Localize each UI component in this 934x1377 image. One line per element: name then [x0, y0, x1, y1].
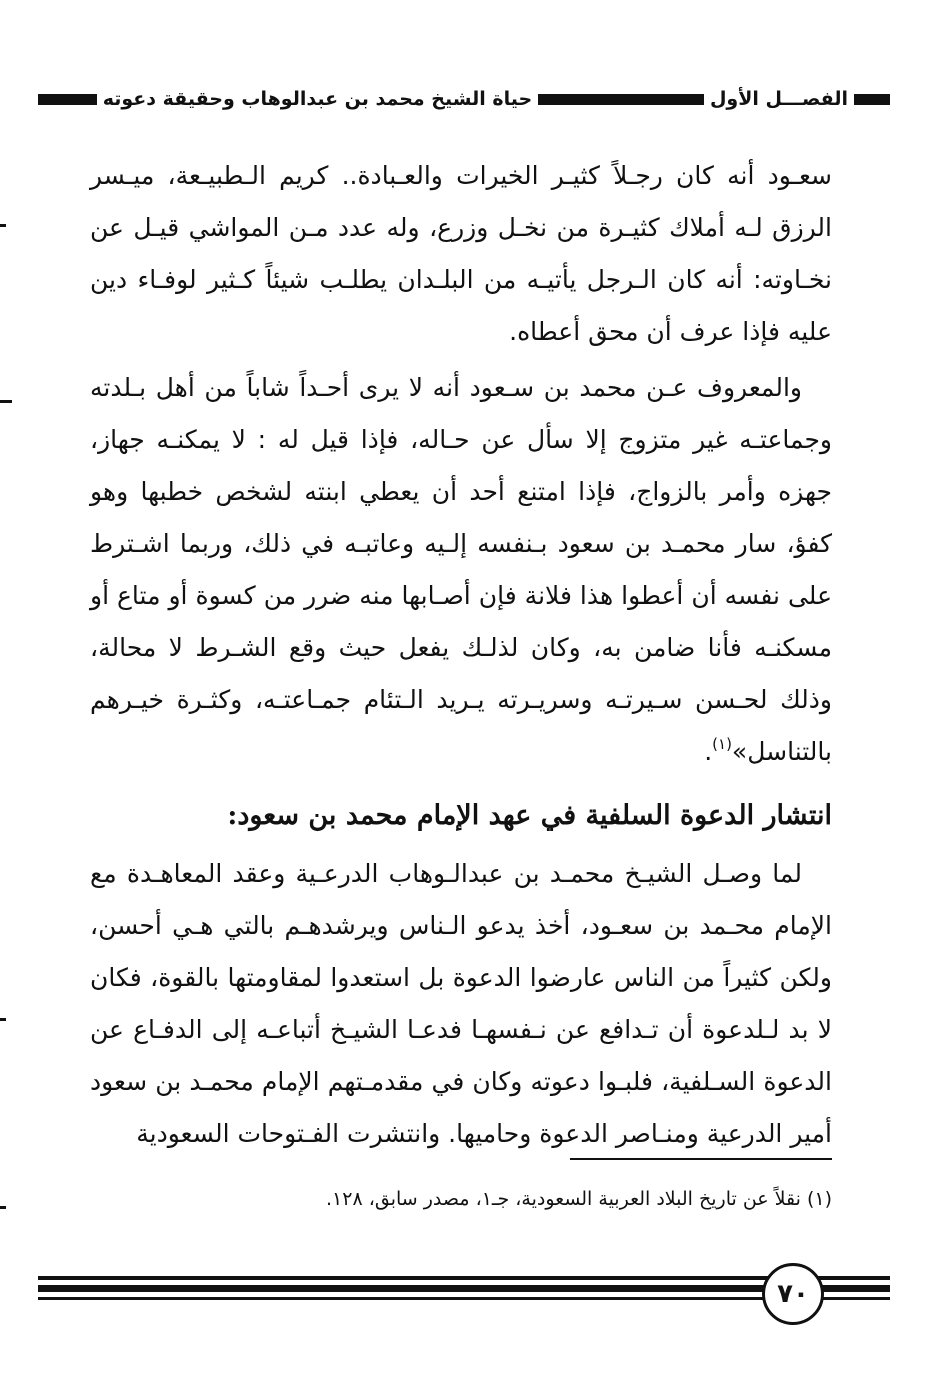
paragraph-2: والمعروف عـن محمد بن سـعود أنه لا يرى أحـداً شاباً من أهل بـلدته وجماعتـه غير متزوج إلا سأل عن حـاله، فإذا قيل له : لا يمكنـه جهاز، جهزه وأمر بالزواج، فإذا امتنع أحد أن يعطي ابنته لشخص خطبها وهو كفؤ، سار محمـد بن سعود بـنفسه إلـيه وعاتبـه في ذلك، وربما اشـترط على نفسه أن أعطوا هذا فلانة فإن أصـابها منه ضرر من كسوة أو متاع أو مسكنـه فأنا ضامن به، وكان لذلـك يفعل حيث وقع الشـرط لا محالة، وذلك لحـسن سـيرتـه وسريـرته يـريد الـتئام جمـاعتـه، وكثـرة خيـرهم بالتناسل»$^{(١)}$. [90, 373, 832, 766]
scan-edge-mark [0, 400, 12, 403]
footnote-text: (١) نقلاً عن تاريخ البلاد العربية السعودية، جـ١، مصدر سابق، ١٢٨. [326, 1188, 832, 1210]
page-number: ٧٠ [777, 1279, 809, 1309]
header-bar-middle [538, 94, 704, 105]
header-bar-right [854, 94, 890, 105]
paragraph-2-text: والمعروف عـن محمد بن سـعود أنه لا يرى أحـداً شاباً من أهل بـلدته وجماعتـه غير متزوج إلا سأل عن حـاله، فإذا قيل له : لا يمكنـه جهاز، جهزه وأمر بالزواج، فإذا امتنع أحد أن يعطي ابنته لشخص خطبها وهو كفؤ، سار محمـد بن سعود بـنفسه إلـيه وعاتبـه في ذلك، وربما اشـترط على نفسه أن أعطوا هذا فلانة فإن أصـابها منه ضرر من كسوة أو متاع أو مسكنـه فأنا ضامن به، وكان لذلـك يفعل حيث وقع الشـرط لا محالة، وذلك لحـسن سـيرتـه وسريـرته يـريد الـتئام جمـاعتـه، وكثـرة خيـرهم بالتناسل» [90, 373, 832, 766]
header-bar-left [38, 94, 97, 105]
header-book-title: حياة الشيخ محمد بن عبدالوهاب وحقيقة دعوته [102, 88, 533, 110]
footnote-reference[interactable]: (١) [712, 735, 732, 753]
page-body [90, 150, 832, 1160]
paragraph-1: سعـود أنه كان رجـلاً كثيـر الخيرات والعـبادة.. كريم الـطبيـعة، ميـسر الرزق لـه أملاك كثيـرة من نخـل وزرع، وله عدد مـن المواشي قيـل عن نخـاوته: أنه كان الـرجل يأتيـه من البلـدان يطلـب شيئاً كـثير لوفـاء دين عليه فإذا عرف أن محق أعطاه. [90, 161, 832, 346]
paragraph-3: لما وصـل الشيـخ محمـد بن عبدالـوهاب الدرعـية وعقد المعاهـدة مع الإمام محـمد بن سعـود، أخذ يدعو الـناس ويرشدهـم بالتي هـي أحسن، ولكن كثيراً من الناس عارضوا الدعوة بل استعدوا لمقاومتها بالقوة، فكان لا بد لـلدعوة أن تـدافع عن نـفسهـا فدعـا الشيـخ أتباعـه إلى الدفـاع عن الدعوة السـلفية، فلبـوا دعوته وكان في مقدمـتهم الإمام محمـد بن سعود أمير الدرعية ومنـاصر الدعوة وحاميها. وانتشرت الفـتوحات السعودية [90, 859, 832, 1148]
section-heading: انتشار الدعوة السلفية في عهد الإمام محمد بن سعود: [227, 800, 832, 831]
scan-edge-mark [0, 224, 6, 227]
footnote-divider [570, 1158, 832, 1160]
header-chapter: الفصـــل الأول [709, 88, 848, 110]
footer-rule-top [38, 1276, 890, 1280]
scan-edge-mark [0, 1206, 6, 1209]
running-header [38, 84, 890, 114]
scan-edge-mark [0, 1018, 6, 1021]
page-number-badge [762, 1263, 824, 1325]
